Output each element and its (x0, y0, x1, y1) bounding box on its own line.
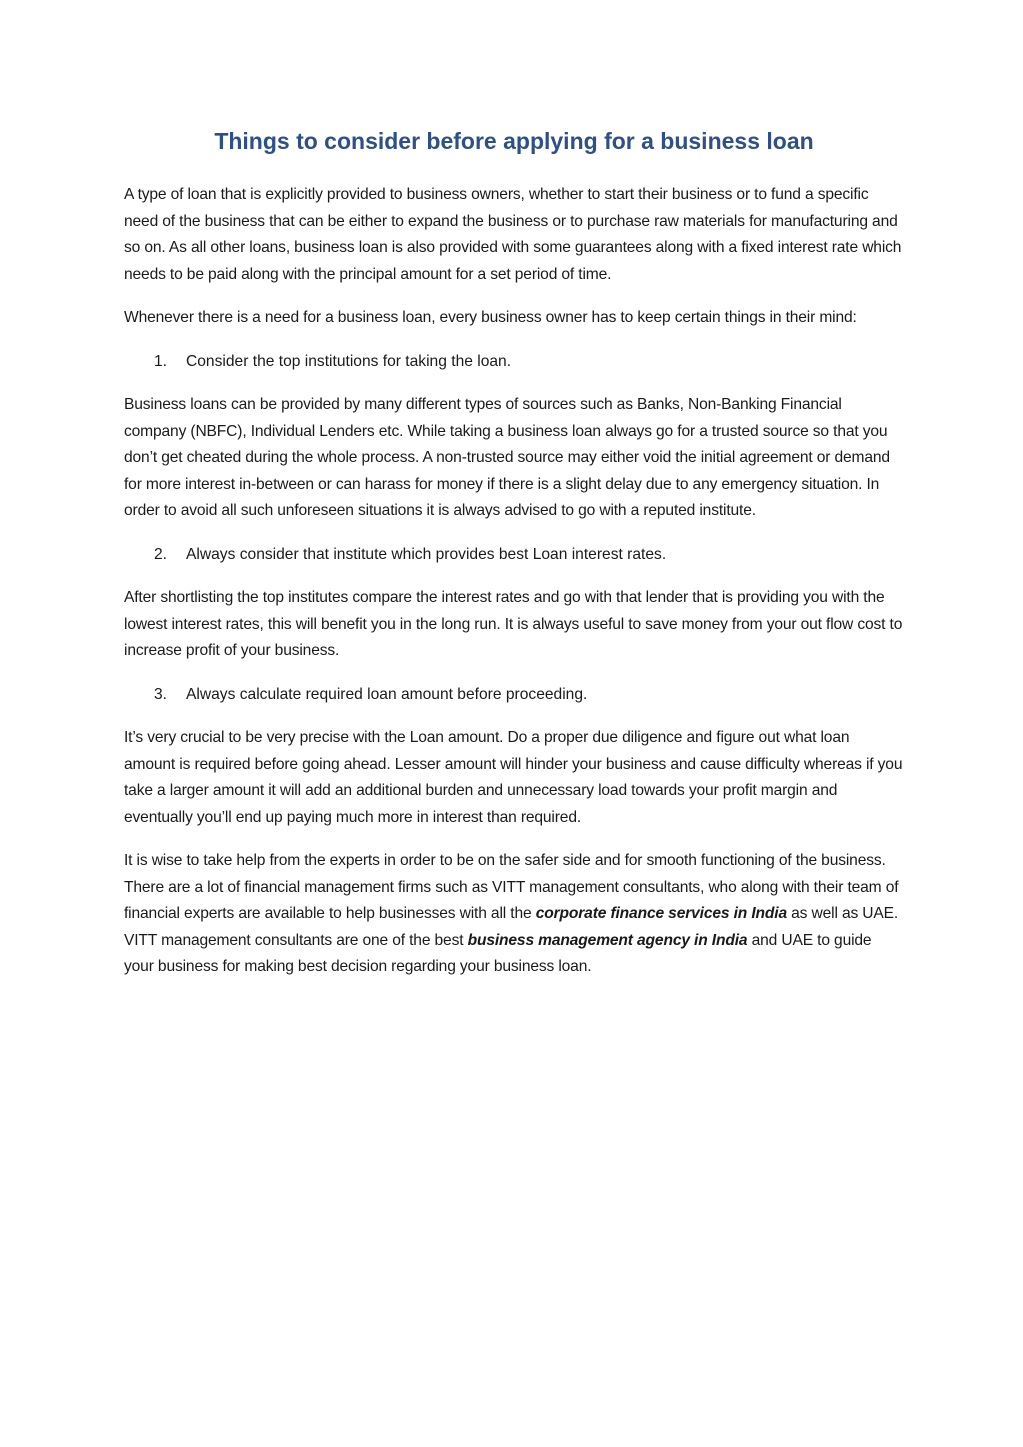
closing-text: It is wise to take help from the experts in order to be on the safer side and for smooth functioning of the business. There are a lot of financial management firms such as VITT management consultants, who along with their team of financial experts are available to help businesses with all the (124, 852, 899, 922)
numbered-point-2 (124, 542, 904, 569)
list-heading: Always consider that institute which provides best Loan interest rates. (186, 545, 667, 563)
intro-paragraph: A type of loan that is explicitly provided to business owners, whether to start their business or to fund a specific need of the business that can be either to expand the business or to purchase raw materials for manufacturing and so on. As all other loans, business loan is also provided with some guarantees along with a fixed interest rate which needs to be paid along with the principal amount for a set period of time. (124, 186, 902, 283)
point-3-paragraph: It’s very crucial to be very precise with the Loan amount. Do a proper due diligence and figure out what loan amount is required before going ahead. Lesser amount will hinder your business and cause difficulty whereas if you take a larger amount it will add an additional burden and unnecessary load towards your profit margin and eventually you’ll end up paying much more in interest than required. (124, 729, 903, 826)
document-body (124, 122, 904, 998)
point-2-paragraph: After shortlisting the top institutes compare the interest rates and go with that lender that is providing you with the lowest interest rates, this will benefit you in the long run. It is always useful to save money from your out flow cost to increase profit of your business. (124, 589, 903, 659)
point-1-paragraph: Business loans can be provided by many different types of sources such as Banks, Non-Banking Financial company (NBFC), Individual Lenders etc. While taking a business loan always go for a trusted source so that you don’t get cheated during the whole process. A non-trusted source may either void the initial agreement or demand for more interest in-between or can harass for money if there is a slight delay due to any emergency situation. In order to avoid all such unforeseen situations it is always advised to go with a reputed institute. (124, 396, 890, 519)
document-title: Things to consider before applying for a business loan (214, 128, 814, 154)
closing-text: as well as UAE. VITT management consultants are one of the best (124, 905, 899, 949)
closing-text: and UAE to guide your business for making best decision regarding your business loan. (124, 931, 872, 975)
list-heading: Always calculate required loan amount before proceeding. (186, 685, 588, 703)
list-number: 1. (154, 352, 168, 370)
numbered-point-3 (124, 682, 904, 709)
emphasis-business-management: business management agency in India (467, 931, 748, 949)
list-heading: Consider the top institutions for taking the loan. (186, 352, 512, 370)
list-number: 2. (154, 545, 168, 563)
list-number: 3. (154, 685, 168, 703)
emphasis-corporate-finance: corporate finance services in India (535, 905, 787, 922)
closing-paragraph (124, 848, 904, 981)
numbered-point-1 (124, 349, 904, 376)
lead-paragraph: Whenever there is a need for a business loan, every business owner has to keep certain things in their mind: (124, 309, 857, 326)
